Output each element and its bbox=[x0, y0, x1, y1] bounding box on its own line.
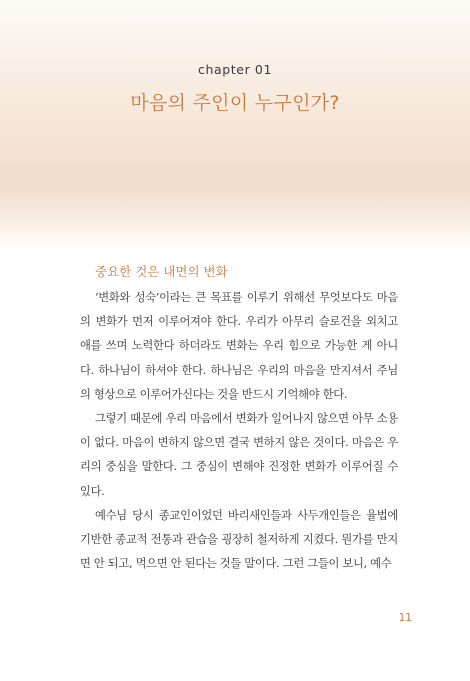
paragraph: 예수님 당시 종교인이었던 바리새인들과 사두개인들은 율법에 기반한 종교적 전통과 관습을 굉장히 철저하게 지켰다. 뭔가를 만지면 안 되고, 먹으면 안 된다는 것들 말이다. 그런 그들이 보니, 예수 bbox=[80, 508, 398, 571]
page-number: 11 bbox=[398, 612, 412, 624]
header-gradient-band bbox=[0, 0, 470, 250]
paragraph: ‘변화와 성숙’이라는 큰 목표를 이루기 위해선 무엇보다도 마음의 변화가 먼저 이루어져야 한다. 우리가 아무리 슬로건을 외치고 애를 쓰며 노력한다 하더라도 변화는 우리 힘으로 가능한 게 아니다. 하나님이 하셔야 한다. 하나님은 우리의 마음을 만지셔서 주님의 형상으로 이루어가신다는 것을 반드시 기억해야 한다. bbox=[80, 291, 398, 401]
chapter-label: chapter 01 bbox=[198, 62, 272, 77]
paragraph: 그렇기 때문에 우리 마음에서 변화가 일어나지 않으면 아무 소용이 없다. 마음이 변하지 않으면 결국 변하지 않은 것이다. 마음은 우리의 중심을 말한다. 그 중심이 변해야 진정한 변화가 이루어질 수 있다. bbox=[80, 412, 398, 498]
chapter-title: 마음의 주인이 누구인가? bbox=[130, 92, 340, 114]
section-heading: 중요한 것은 내면의 변화 bbox=[95, 264, 228, 279]
body-text bbox=[80, 286, 398, 576]
